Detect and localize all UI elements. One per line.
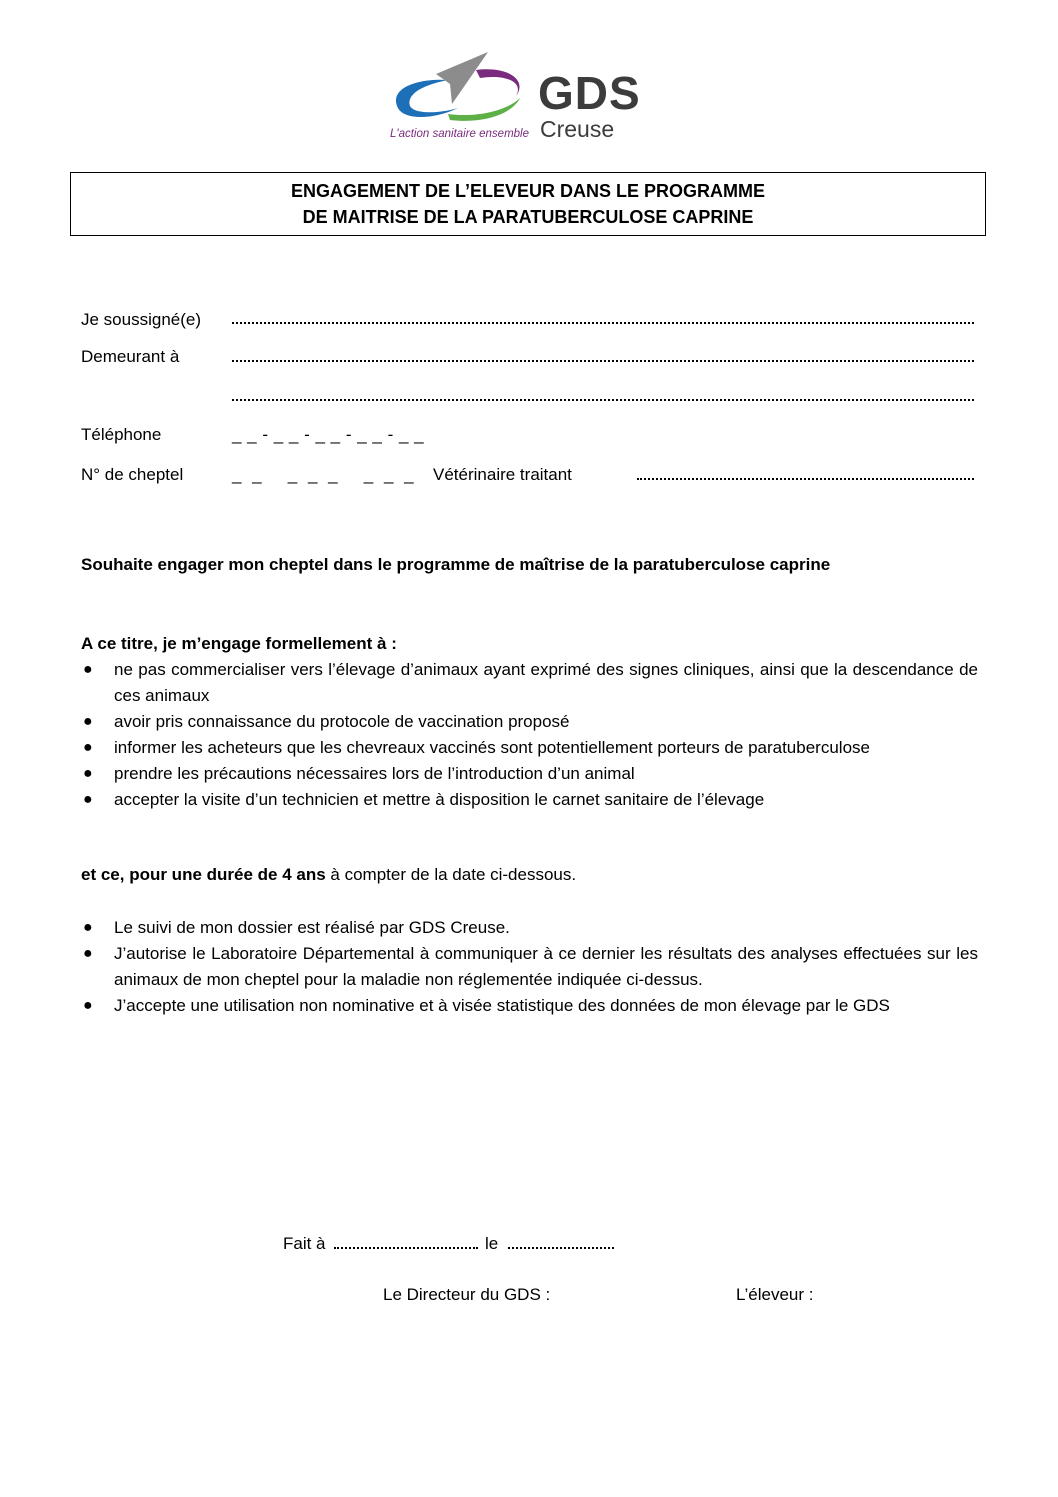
duree-statement <box>81 862 978 888</box>
logo-creuse-text: Creuse <box>540 116 615 142</box>
list-item: ● prendre les précautions nécessaires lors de l’introduction d’un animal <box>81 761 978 787</box>
list-item: ● Le suivi de mon dossier est réalisé par GDS Creuse. <box>81 915 978 941</box>
bullet-icon: ● <box>83 791 93 808</box>
list-item: ● J’autorise le Laboratoire Départemental à communiquer à ce dernier les résultats des analyses effectuées sur les animaux de mon cheptel pour la maladie non réglementée indiquée ci-dessus. <box>81 941 978 993</box>
duree-rest: à compter de la date ci-dessous. <box>325 865 577 884</box>
souhaite-statement: Souhaite engager mon cheptel dans le programme de maîtrise de la paratuberculose caprine <box>81 555 831 574</box>
soussigne-field[interactable] <box>232 322 974 324</box>
list-item: ● informer les acheteurs que les chevreaux vaccinés sont potentiellement porteurs de paratuberculose <box>81 735 978 761</box>
list-item: ● J’accepte une utilisation non nominative et à visée statistique des données de mon élevage par le GDS <box>81 993 978 1019</box>
date-field[interactable] <box>508 1247 614 1249</box>
fait-a-field[interactable] <box>334 1247 478 1249</box>
logo-swirl-icon <box>388 48 538 128</box>
conditions-section <box>81 915 978 1019</box>
list-item: ● accepter la visite d’un technicien et mettre à disposition le carnet sanitaire de l’élevage <box>81 787 978 813</box>
bullet-icon: ● <box>83 661 93 678</box>
telephone-field[interactable]: _ _ - _ _ - _ _ - _ _ - _ _ <box>232 425 425 444</box>
bullet-icon: ● <box>83 765 93 782</box>
list-item: ● avoir pris connaissance du protocole de vaccination proposé <box>81 709 978 735</box>
engagements-list <box>81 657 978 813</box>
logo-gds-text: GDS <box>538 67 641 119</box>
bullet-icon: ● <box>83 997 93 1014</box>
bullet-icon: ● <box>83 739 93 756</box>
veterinaire-field[interactable] <box>637 478 974 480</box>
engagements-section <box>81 631 978 813</box>
logo-tagline: L'action sanitaire ensemble <box>390 128 529 140</box>
list-item: ● ne pas commercialiser vers l’élevage d’animaux ayant exprimé des signes cliniques, ainsi que la descendance de ces animaux <box>81 657 978 709</box>
telephone-label: Téléphone <box>81 425 162 444</box>
title-line-2: DE MAITRISE DE LA PARATUBERCULOSE CAPRINE <box>302 207 754 227</box>
cheptel-field[interactable]: _ _ _ _ _ _ _ _ <box>232 465 417 484</box>
conditions-list <box>81 915 978 1019</box>
gds-logo <box>388 48 678 148</box>
soussigne-label: Je soussigné(e) <box>81 310 202 329</box>
bullet-icon: ● <box>83 713 93 730</box>
duree-bold: et ce, pour une durée de 4 ans <box>81 865 326 884</box>
eleveur-signature-label: L’éleveur : <box>736 1285 814 1304</box>
engagement-intro: A ce titre, je m’engage formellement à : <box>81 634 397 653</box>
demeurant-field-2[interactable] <box>232 399 974 401</box>
bullet-icon: ● <box>83 919 93 936</box>
fait-a-label: Fait à <box>283 1234 326 1253</box>
title-line-1: ENGAGEMENT DE L’ELEVEUR DANS LE PROGRAMME <box>290 181 766 201</box>
demeurant-label: Demeurant à <box>81 347 180 366</box>
directeur-signature-label: Le Directeur du GDS : <box>383 1285 551 1304</box>
veterinaire-label: Vétérinaire traitant <box>433 465 572 484</box>
cheptel-label: N° de cheptel <box>81 465 184 484</box>
document-title-box <box>70 172 986 236</box>
bullet-icon: ● <box>83 945 93 962</box>
demeurant-field-1[interactable] <box>232 360 974 362</box>
le-label: le <box>485 1234 499 1253</box>
